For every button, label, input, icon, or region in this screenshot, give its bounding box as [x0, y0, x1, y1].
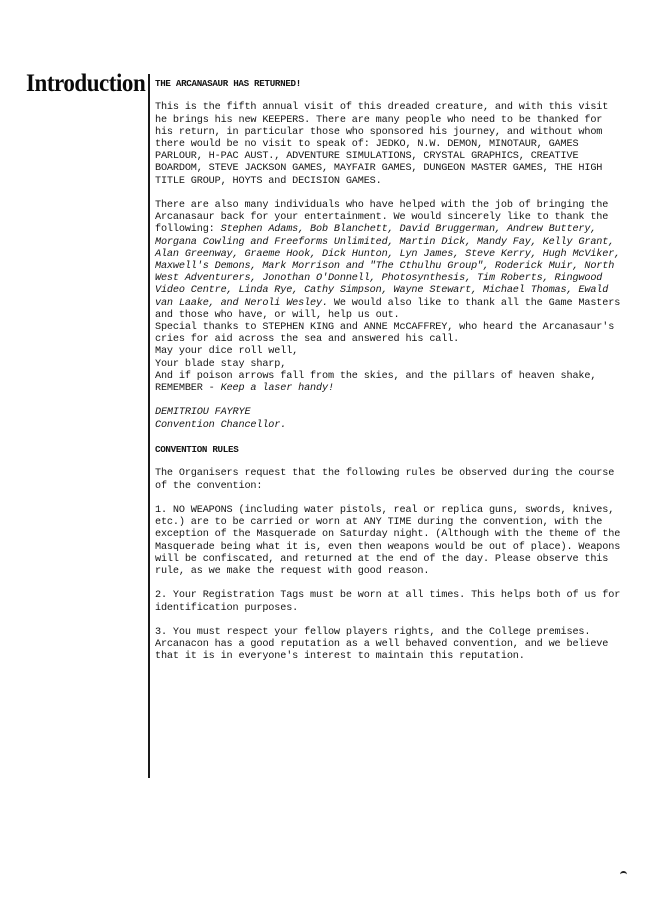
blessing-line-1: May your dice roll well, [155, 346, 299, 358]
thanks-outro: We would also like to thank all the Game Masters and those who have, or will, help us out. [155, 297, 621, 321]
headline: THE ARCANASAUR HAS RETURNED! [155, 78, 301, 89]
sponsors-paragraph: This is the fifth annual visit of this dreaded creature, and with this visit he brings his new KEEPERS. There are many people who need to be thanked for his return, in particular those who sponsored his journey, and without whom there would be no visit to speak of: JEDKO, N.W. DEMON, MINOTAUR, GAMES PARLOUR, H-PAC AUST., ADVENTURE SIMULATIONS, CRYSTAL GRAPHICS, CREATIVE BOARDOM, STEVE JACKSON GAMES, MAYFAIR GAMES, DUNGEON MASTER GAMES, THE HIGH TITLE GROUP, HOYTS and DECISION GAMES. [155, 102, 609, 187]
signature-title: Convention Chancellor. [155, 419, 287, 431]
remember-text: Keep a laser handy! [220, 383, 334, 395]
rule-item-1: 1. NO WEAPONS (including water pistols, real or replica guns, swords, knives, etc.) are to be carried or worn at ANY TIME during the convention, with the exception of the Masquerade on Saturday night. (Although with the theme of the Masquerade being what it is, even then weapons would be out of place). Weapons will be confiscated, and returned at the end of the day. Please observe this rule, as we make the request with good reason. [155, 505, 621, 578]
section-title: Introduction [26, 70, 146, 97]
special-thanks: Special thanks to STEPHEN KING and ANNE McCAFFREY, who heard the Arcanasaur's cries for aid across the sea and answered his call. [155, 322, 615, 346]
page-corner-mark [620, 871, 627, 876]
rules-intro: The Organisers request that the following rules be observed during the course of the convention: [155, 468, 615, 492]
rule-item-3: 3. You must respect your fellow players rights, and the College premises. Arcanacon has a good reputation as a well behaved convention, and we believe that it is in everyone's interest to maintain this reputation. [155, 627, 609, 663]
vertical-divider [148, 74, 150, 778]
thanks-intro: There are also many individuals who have helped with the job of bringing the Arcanasaur back for your entertainment. We would sincerely like to thank the following: [155, 200, 609, 236]
signature-name: DEMITRIOU FAYRYE [155, 407, 251, 419]
remember-label: REMEMBER - [155, 383, 221, 395]
blessing-line-3: And if poison arrows fall from the skies, and the pillars of heaven shake, [155, 370, 597, 382]
rule-item-2: 2. Your Registration Tags must be worn at all times. This helps both of us for identification purposes. [155, 590, 621, 614]
remember-line [155, 383, 625, 395]
thanks-paragraph [155, 200, 625, 322]
thanks-names: Stephen Adams, Bob Blanchett, David Bruggerman, Andrew Buttery, Morgana Cowling and Freeforms Unlimited, Martin Dick, Mandy Fay, Kelly Grant, Alan Greenway, Graeme Hook, Dick Hunton, Lyn James, Steve Kerry, Hugh McViker, Maxwell's Demons, Mark Morrison and "The Cthulhu Group", Roderick Muir, North West Adventurers, Jonothan O'Donnell, Photosynthesis, Tim Roberts, Ringwood Video Centre, Linda Rye, Cathy Simpson, Wayne Stewart, Michael Thomas, Ewald van Laake, and Neroli Wesley. [155, 224, 621, 309]
rules-heading: CONVENTION RULES [155, 444, 239, 456]
body-text [155, 78, 625, 676]
blessing-line-2: Your blade stay sharp, [155, 358, 287, 370]
